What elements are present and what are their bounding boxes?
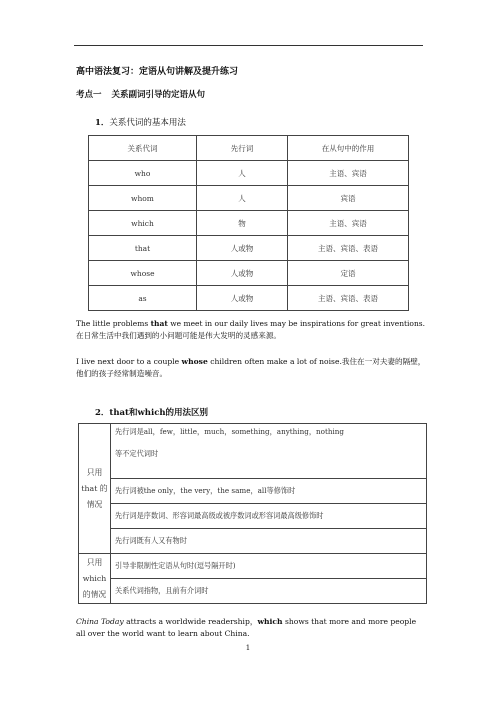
example-text: we meet in our daily lives may be inspirations for great inventions. [167,319,426,328]
example-text: I live next door to a couple [76,357,182,366]
subheading-text: that和which的用法区别 [109,408,209,418]
header-rule [74,45,423,46]
section-label: 考点一 [76,90,102,100]
row-group-header-which [79,554,111,604]
row-group-header-that [79,424,111,554]
table-header-cell: 先行词 [197,136,288,161]
table-row [79,424,427,479]
table-cell: 人或物 [197,261,288,286]
that-which-table [78,423,427,604]
example-text: children often make a lot of noise. [207,357,342,366]
table-row [89,186,409,211]
table-row [89,286,409,311]
table-cell: 先行词被the only，the very，the same，all等修饰时 [111,479,427,504]
example-text: shows that more and more people all over the world want to learn about China. [76,617,417,638]
table-cell [111,424,427,479]
example-text: The little problems [76,319,151,328]
table-cell: 定语 [288,261,409,286]
subheading-that-which [95,406,208,418]
example-chinese: 在日常生活中我们遇到的小问题可能是伟大发明的灵感来源。 [76,331,282,340]
table-row [89,236,409,261]
table-row [79,554,427,579]
table-row [79,504,427,529]
example-chinese: 他们的孩子经常制造噪音。 [76,369,168,378]
table-header-row [89,136,409,161]
table-cell: whose [89,261,197,286]
example-sentence-which [76,616,426,640]
table-cell: 关系代词指物，且前有介词时 [111,579,427,604]
table-header-cell: 在从句中的作用 [288,136,409,161]
table-cell: 先行词是序数词、形容词最高级或被序数词或形容词最高级修饰时 [111,504,427,529]
example-sentence-whose [76,356,426,380]
table-row [79,529,427,554]
table-cell: whom [89,186,197,211]
example-keyword: which [257,617,283,626]
table-row [79,579,427,604]
table-header-cell: 关系代词 [89,136,197,161]
example-title-italic: China Today [76,617,124,626]
table-cell: 主语、宾语、表语 [288,236,409,261]
page-title: 高中语法复习：定语从句讲解及提升练习 [76,67,239,77]
table-cell: 引导非限制性定语从句时(逗号隔开时) [111,554,427,579]
example-english [76,356,426,368]
table-cell: which [89,211,197,236]
table-cell: 主语、宾语、表语 [288,286,409,311]
page-number: 1 [245,644,251,652]
table-cell: 人或物 [197,236,288,261]
table-cell: 人 [197,161,288,186]
example-keyword: whose [181,357,208,366]
row-head-line: 的情况 [82,589,107,599]
table-row [89,161,409,186]
table-cell: 物 [197,211,288,236]
table-cell: that [89,236,197,261]
row-head-line: which [82,573,107,583]
table-cell: as [89,286,197,311]
cell-line: 先行词是all，few，little，much，something，anything，nothing [115,427,345,436]
table-cell: 人或物 [197,286,288,311]
row-head-line: 只用 [86,557,103,567]
subheading-text: 关系代词的基本用法 [109,118,186,128]
table-row [79,479,427,504]
example-chinese-inline: 我住在一对夫妻的隔壁， [341,357,426,366]
cell-line: 等不定代词时 [115,449,159,458]
subheading-relative-pronouns [95,116,186,128]
table-cell: 宾语 [288,186,409,211]
relative-pronoun-table [88,135,409,311]
row-head-line: that 的 [81,483,108,493]
table-cell: 人 [197,186,288,211]
table-cell: 先行词既有人又有物时 [111,529,427,554]
example-sentence-that [76,318,426,342]
row-head-line: 情况 [86,499,103,509]
row-head-line: 只用 [86,467,103,477]
table-cell: 主语、宾语 [288,161,409,186]
example-text: attracts a worldwide readership， [123,617,258,626]
table-cell: 主语、宾语 [288,211,409,236]
example-english [76,318,426,330]
table-row [89,211,409,236]
table-cell: who [89,161,197,186]
section-text: 关系副词引导的定语从句 [111,90,206,100]
subheading-number: 2． [95,408,110,418]
example-keyword: that [150,319,168,328]
section-heading [76,88,205,100]
table-row [89,261,409,286]
subheading-number: 1． [95,118,110,128]
